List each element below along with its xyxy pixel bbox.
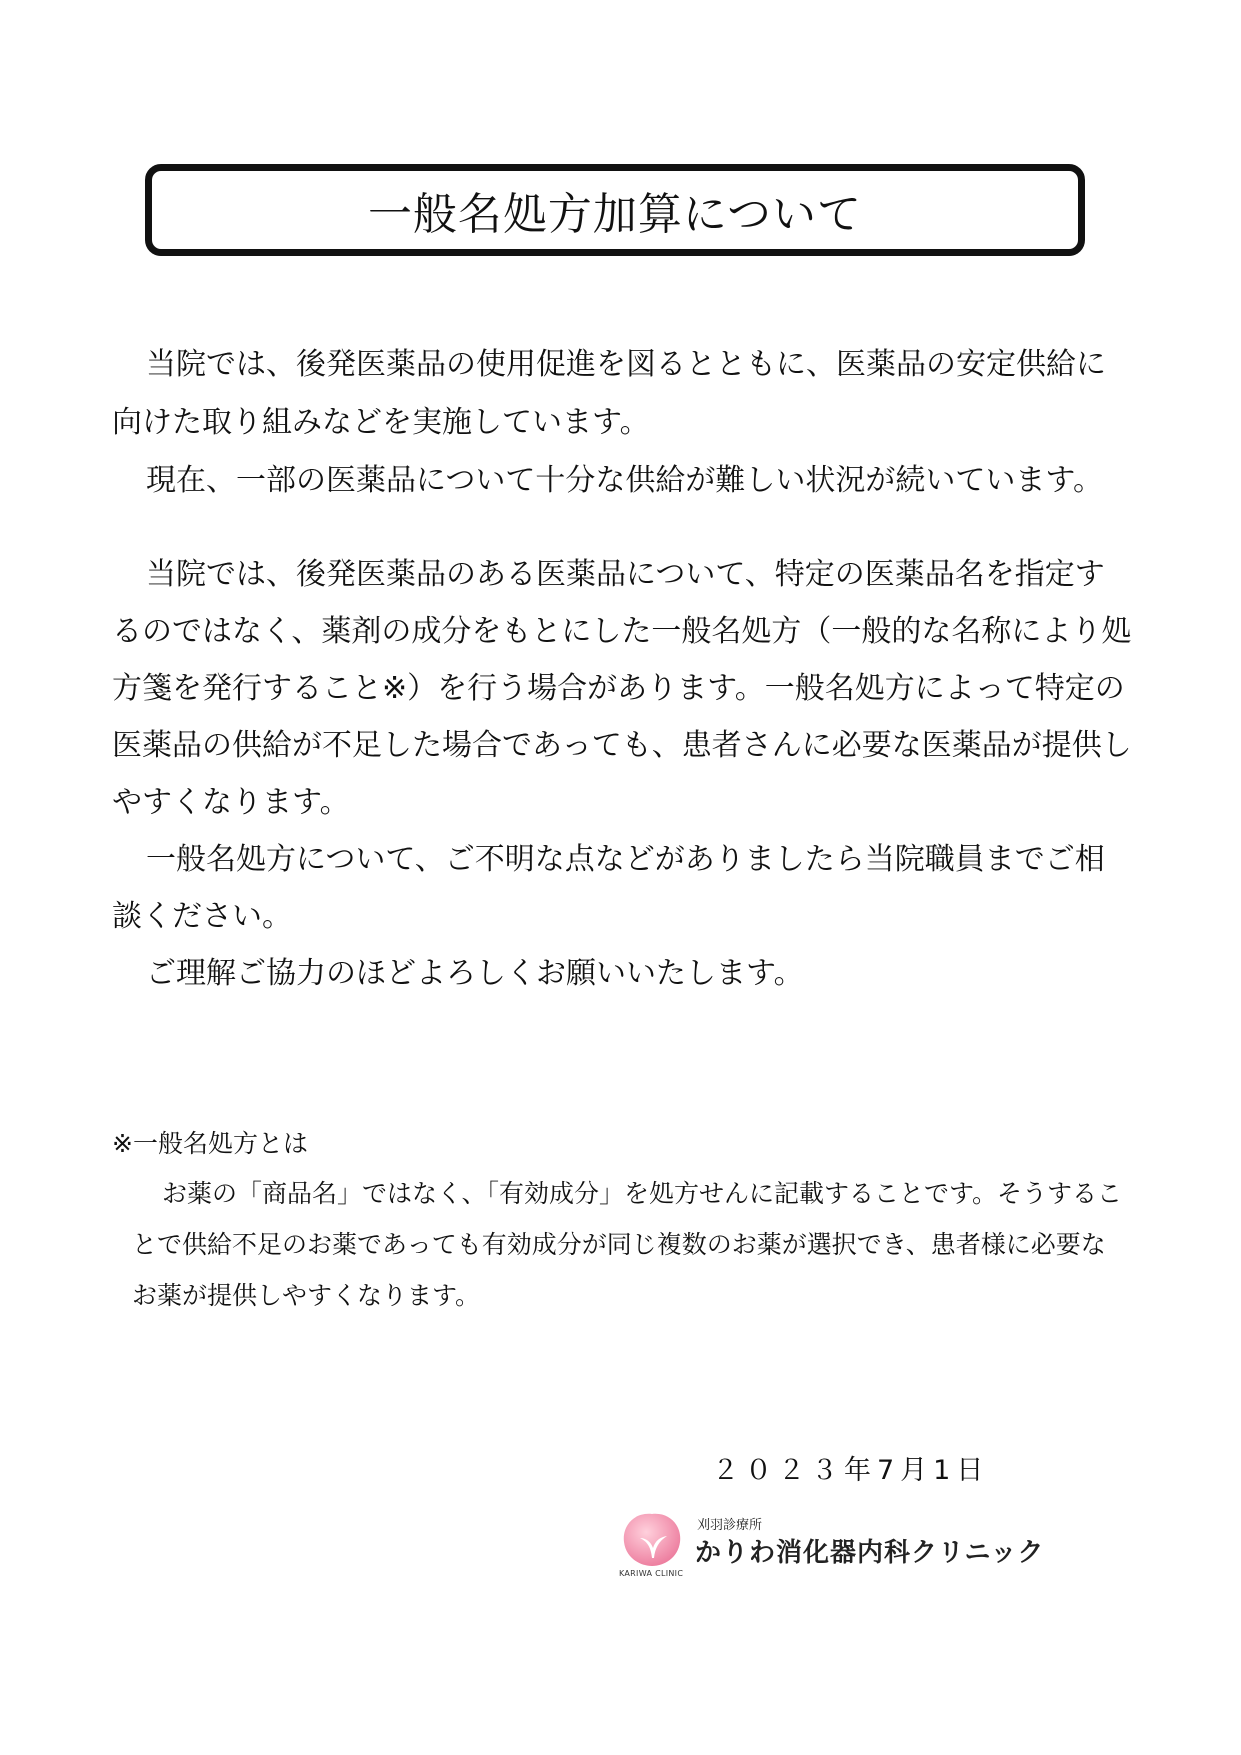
paragraph-generic-prescription: 当院では、後発医薬品のある医薬品について、特定の医薬品名を指定するのではなく、薬剤の成分をもとにした一般名処方（一般的な名称により処方箋を発行すること※）を行う場合があります。一般名処方によって特定の医薬品の供給が不足した場合であっても、患者さんに必要な医薬品が提供しやすくなります。: [112, 557, 1132, 820]
clinic-subtitle: 刈羽診療所: [697, 1518, 763, 1533]
paragraph-contact: 一般名処方について、ご不明な点などがありましたら当院職員までご相談ください。: [112, 842, 1105, 934]
peach-logo-icon: [618, 1508, 686, 1580]
paragraph-current-status: 現在、一部の医薬品について十分な供給が難しい状況が続いています。: [146, 463, 1103, 498]
note-body: お薬の「商品名」ではなく、「有効成分」を処方せんに記載することです。そうすることで供給不足のお薬であっても有効成分が同じ複数のお薬が選択でき、患者様に必要なお薬が提供しやすくなります。: [132, 1179, 1123, 1310]
title-box: [145, 164, 1085, 256]
page-title: 一般名処方加算について: [367, 189, 863, 240]
issue-date: ２０２３年7月1日: [712, 1455, 990, 1486]
clinic-logo: [618, 1508, 1068, 1580]
notice-body: [112, 336, 1132, 1002]
note-heading: ※一般名処方とは: [112, 1129, 308, 1158]
paragraph-intro: 当院では、後発医薬品の使用促進を図るとともに、医薬品の安定供給に向けた取り組みなどを実施しています。: [112, 347, 1106, 440]
clinic-name: かりわ消化器内科クリニック: [695, 1538, 1045, 1568]
clinic-english-name: KARIWA CLINIC: [619, 1569, 684, 1578]
paragraph-thanks: ご理解ご協力のほどよろしくお願いいたします。: [146, 956, 804, 991]
